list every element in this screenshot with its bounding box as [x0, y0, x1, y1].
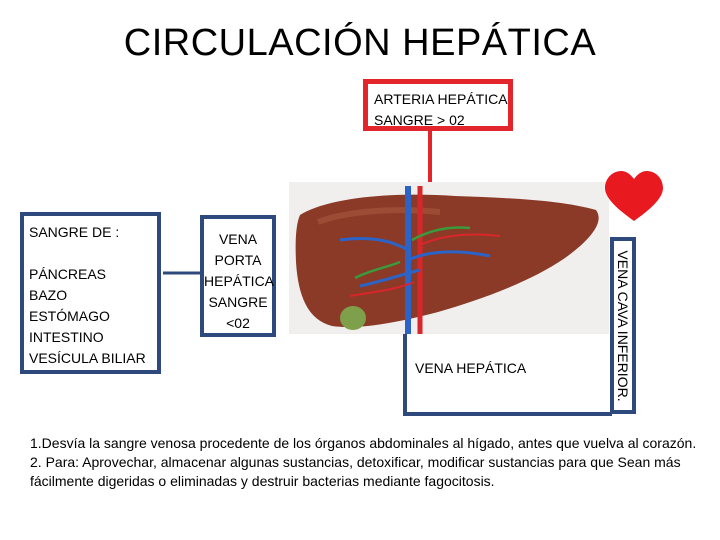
sources-heading: SANGRE DE : [29, 224, 120, 240]
portal-line: <02 [226, 315, 250, 331]
page-title: CIRCULACIÓN HEPÁTICA [123, 22, 597, 64]
blood-sources-box [20, 212, 161, 374]
source-item: VESÍCULA BILIAR [29, 350, 146, 366]
note-1: 1.Desvía la sangre venosa procedente de los órganos abdominales al hígado, antes que vuelva al corazón. [30, 435, 697, 451]
note-2: 2. Para: Aprovechar, almacenar algunas sustancias, detoxificar, modificar sustancias para que Sean más fácilmente digeridas o eliminadas y destruir bacterias mediante fagocitosis. [30, 454, 681, 489]
portal-line: HEPÁTICA [204, 273, 275, 289]
heart-icon [605, 171, 663, 221]
vena-porta-box [200, 215, 276, 337]
liver-image [289, 182, 609, 334]
vena-hepatica-label: VENA HEPÁTICA [415, 360, 527, 376]
source-item: PÁNCREAS [29, 266, 107, 282]
portal-line: PORTA [214, 252, 262, 268]
vena-cava-box [610, 237, 636, 414]
arteria-label: ARTERIA HEPÁTICA [374, 91, 508, 107]
source-item: INTESTINO [29, 329, 104, 345]
source-item: BAZO [29, 287, 68, 303]
explanation-text [30, 434, 715, 491]
arteria-hepatica-box [363, 79, 513, 131]
arteria-oxygen-label: SANGRE > 02 [374, 112, 465, 128]
portal-line: SANGRE [208, 294, 268, 310]
vena-cava-label: VENA CAVA INFERIOR. [615, 249, 631, 402]
portal-line: VENA [218, 231, 258, 247]
source-item: ESTÓMAGO [29, 308, 110, 324]
